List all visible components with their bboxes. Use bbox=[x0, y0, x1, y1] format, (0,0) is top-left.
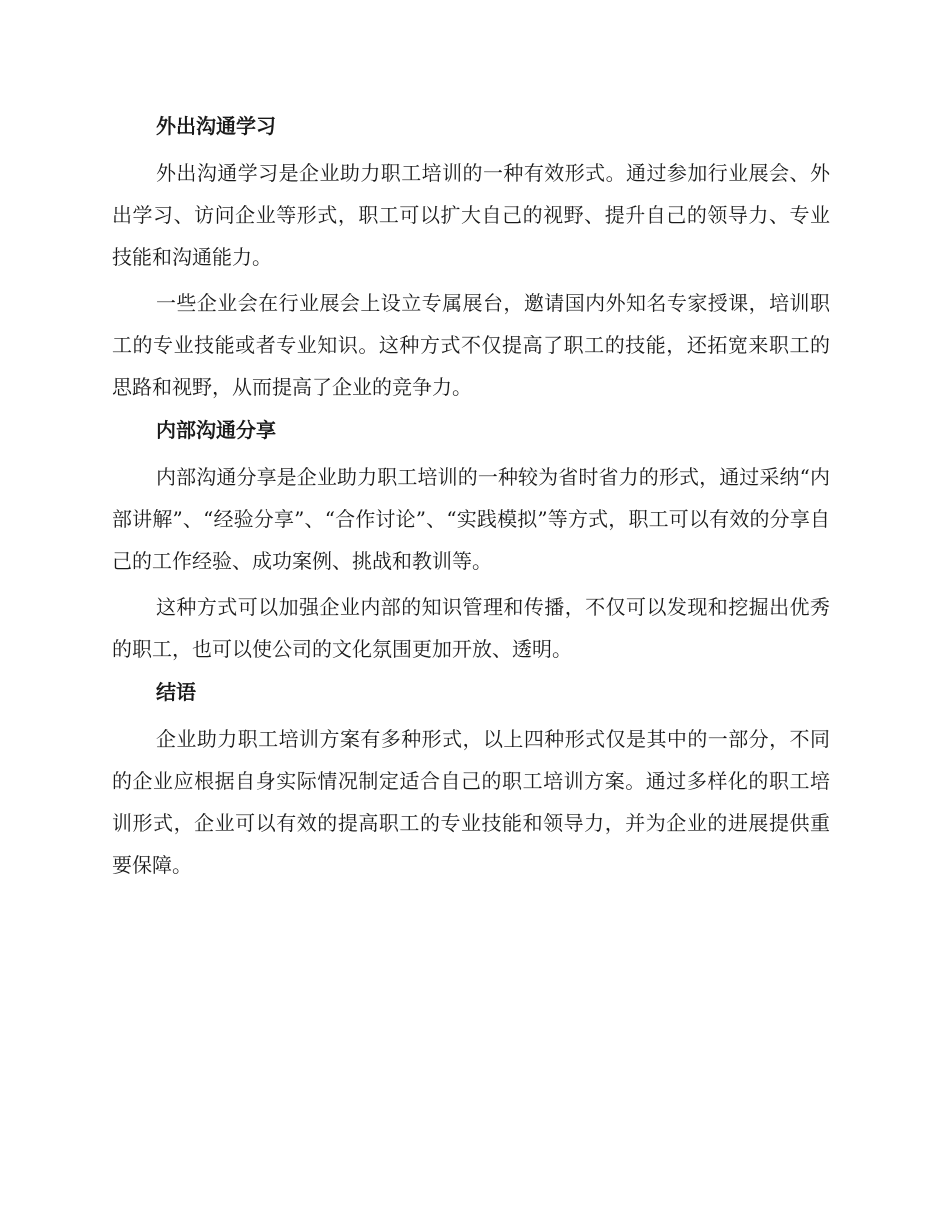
paragraph: 外出沟通学习是企业助力职工培训的一种有效形式。通过参加行业展会、外出学习、访问企业等形式，职工可以扩大自己的视野、提升自己的领导力、专业技能和沟通能力。 bbox=[112, 161, 830, 269]
section-heading: 结语 bbox=[156, 680, 196, 704]
section-conclusion bbox=[112, 674, 830, 886]
paragraph: 内部沟通分享是企业助力职工培训的一种较为省时省力的形式，通过采纳“内部讲解”、“经验分享”、“合作讨论”、“实践模拟”等方式，职工可以有效的分享自己的工作经验、成功案例、挑战和教训等。 bbox=[112, 465, 830, 573]
section-heading: 外出沟通学习 bbox=[156, 114, 276, 138]
paragraph: 一些企业会在行业展会上设立专属展台，邀请国内外知名专家授课，培训职工的专业技能或者专业知识。这种方式不仅提高了职工的技能，还拓宽来职工的思路和视野，从而提高了企业的竞争力。 bbox=[112, 291, 830, 399]
section-internal-sharing bbox=[112, 412, 830, 670]
section-heading: 内部沟通分享 bbox=[156, 418, 276, 442]
paragraph: 企业助力职工培训方案有多种形式，以上四种形式仅是其中的一部分，不同的企业应根据自身实际情况制定适合自己的职工培训方案。通过多样化的职工培训形式，企业可以有效的提高职工的专业技能和领导力，并为企业的进展提供重要保障。 bbox=[112, 727, 830, 877]
section-outside-learning bbox=[112, 108, 830, 408]
paragraph: 这种方式可以加强企业内部的知识管理和传播，不仅可以发现和挖掘出优秀的职工，也可以使公司的文化氛围更加开放、透明。 bbox=[112, 595, 830, 661]
document-page bbox=[112, 108, 830, 890]
